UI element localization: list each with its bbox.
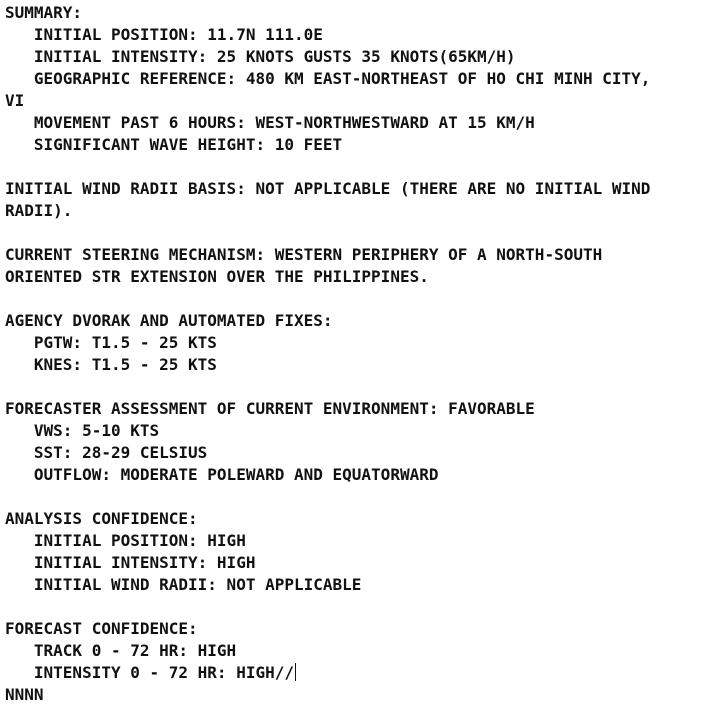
forecast-track-line: TRACK 0 - 72 HR: HIGH — [5, 641, 237, 660]
wave-height-line: SIGNIFICANT WAVE HEIGHT: 10 FEET — [5, 135, 343, 154]
analysis-position-line: INITIAL POSITION: HIGH — [5, 531, 246, 550]
wind-radii-basis-continuation: RADII). — [5, 201, 73, 220]
environment-heading: FORECASTER ASSESSMENT OF CURRENT ENVIRONMENT: FAVORABLE — [5, 399, 535, 418]
blank-line — [5, 222, 701, 244]
pgtw-fix-line: PGTW: T1.5 - 25 KTS — [5, 333, 217, 352]
outflow-line: OUTFLOW: MODERATE POLEWARD AND EQUATORWARD — [5, 465, 439, 484]
initial-intensity-line: INITIAL INTENSITY: 25 KNOTS GUSTS 35 KNOTS(65KM/H) — [5, 47, 516, 66]
blank-line — [5, 596, 701, 618]
geographic-reference-line: GEOGRAPHIC REFERENCE: 480 KM EAST-NORTHEAST OF HO CHI MINH CITY, — [5, 69, 651, 88]
bulletin-text[interactable] — [5, 2, 701, 706]
vws-line: VWS: 5-10 KTS — [5, 421, 160, 440]
summary-heading: SUMMARY: — [5, 3, 83, 22]
blank-line — [5, 376, 701, 398]
analysis-wind-radii-line: INITIAL WIND RADII: NOT APPLICABLE — [5, 575, 362, 594]
forecast-confidence-heading: FORECAST CONFIDENCE: — [5, 619, 198, 638]
forecast-intensity-line — [5, 662, 701, 684]
initial-position-line: INITIAL POSITION: 11.7N 111.0E — [5, 25, 323, 44]
movement-line: MOVEMENT PAST 6 HOURS: WEST-NORTHWESTWARD AT 15 KM/H — [5, 113, 535, 132]
blank-line — [5, 288, 701, 310]
geographic-reference-continuation: VI — [5, 91, 25, 110]
steering-mechanism-line: CURRENT STEERING MECHANISM: WESTERN PERIPHERY OF A NORTH-SOUTH — [5, 245, 603, 264]
text-cursor — [295, 663, 296, 681]
blank-line — [5, 486, 701, 508]
wind-radii-basis-line: INITIAL WIND RADII BASIS: NOT APPLICABLE (THERE ARE NO INITIAL WIND — [5, 179, 651, 198]
knes-fix-line: KNES: T1.5 - 25 KTS — [5, 355, 217, 374]
steering-mechanism-continuation: ORIENTED STR EXTENSION OVER THE PHILIPPINES. — [5, 267, 429, 286]
end-marker: NNNN — [5, 685, 44, 704]
analysis-intensity-line: INITIAL INTENSITY: HIGH — [5, 553, 256, 572]
forecast-intensity-text: INTENSITY 0 - 72 HR: HIGH// — [5, 663, 294, 682]
dvorak-heading: AGENCY DVORAK AND AUTOMATED FIXES: — [5, 311, 333, 330]
sst-line: SST: 28-29 CELSIUS — [5, 443, 208, 462]
analysis-confidence-heading: ANALYSIS CONFIDENCE: — [5, 509, 198, 528]
blank-line — [5, 156, 701, 178]
